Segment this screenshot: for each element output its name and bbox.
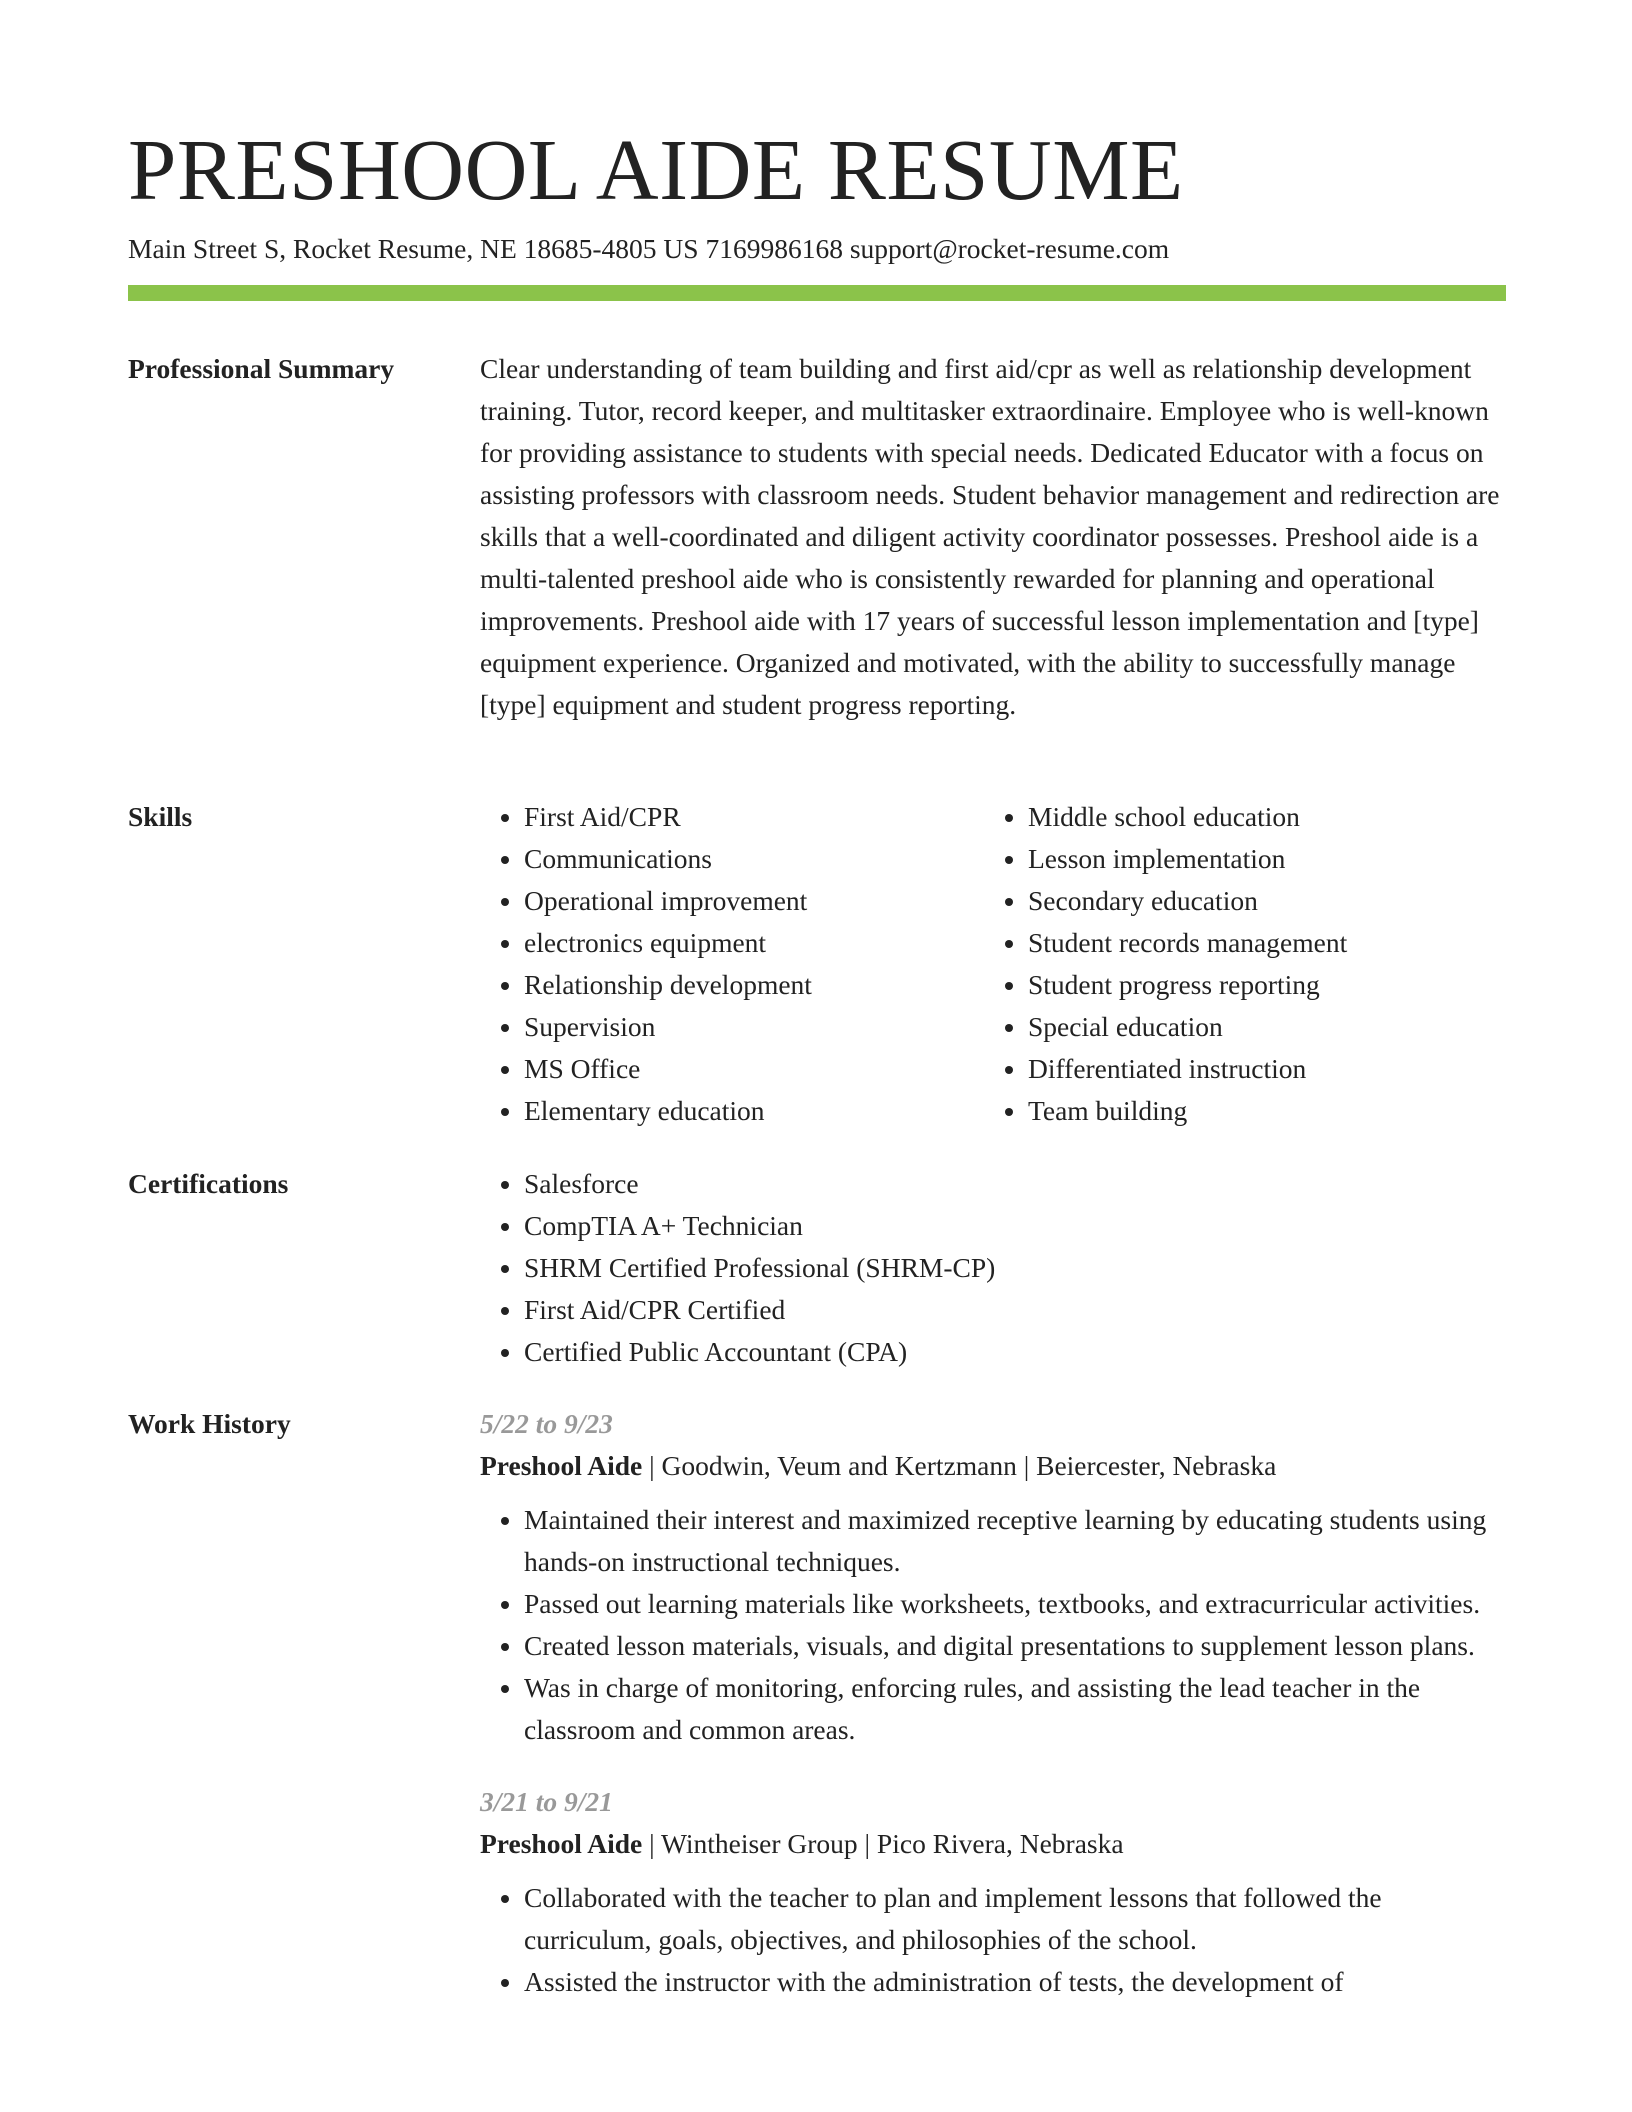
- skill-item: • First Aid/CPR: [524, 796, 984, 838]
- job-duty-item: • Assisted the instructor with the administration of tests, the development of: [524, 1961, 1506, 2003]
- summary-text: Clear understanding of team building and first aid/cpr as well as relationship development training. Tutor, record keeper, and multitasker extraordinaire. Employee who is well-known for providing assistance to students with special needs. Dedicated Educator with a focus on assisting professors with classroom needs. Student behavior management and redirection are skills that a well-coordinated and diligent activity coordinator possesses. Preshool aide is a multi-talented preshool aide who is consistently rewarded for planning and operational improvements. Preshool aide with 17 years of successful lesson implementation and [type] equipment experience. Organized and motivated, with the ability to successfully manage [type] equipment and student progress reporting.: [480, 353, 1500, 720]
- job-duty-item: • Maintained their interest and maximized receptive learning by educating students using hands-on instructional techniques.: [524, 1499, 1506, 1583]
- job-duty-item: • Created lesson materials, visuals, and digital presentations to supplement lesson plans.: [524, 1625, 1506, 1667]
- skill-item: • Special education: [1028, 1006, 1488, 1048]
- certifications-list: [480, 1163, 1506, 1373]
- certification-item: • SHRM Certified Professional (SHRM-CP): [524, 1247, 1506, 1289]
- skill-item: • Lesson implementation: [1028, 838, 1488, 880]
- accent-divider: [128, 285, 1506, 301]
- skill-item: • Secondary education: [1028, 880, 1488, 922]
- certification-item: • Certified Public Accountant (CPA): [524, 1331, 1506, 1373]
- skill-item: • Team building: [1028, 1090, 1488, 1132]
- summary-heading: Professional Summary: [128, 353, 395, 384]
- job-heading: [480, 1445, 1506, 1487]
- skill-item: • Elementary education: [524, 1090, 984, 1132]
- skill-item: • Communications: [524, 838, 984, 880]
- skill-item: • Middle school education: [1028, 796, 1488, 838]
- skill-item: • electronics equipment: [524, 922, 984, 964]
- skills-body: [480, 796, 1506, 1132]
- work-history-body: [480, 1403, 1506, 2033]
- job-title: Preshool Aide: [480, 1450, 643, 1481]
- summary-body: [480, 348, 1506, 726]
- certification-item: • CompTIA A+ Technician: [524, 1205, 1506, 1247]
- skill-item: • MS Office: [524, 1048, 984, 1090]
- job-duty-item: • Was in charge of monitoring, enforcing rules, and assisting the lead teacher in the classroom and common areas.: [524, 1667, 1506, 1751]
- job-dates: 3/21 to 9/21: [480, 1786, 613, 1817]
- certification-item: • First Aid/CPR Certified: [524, 1289, 1506, 1331]
- work-history-heading: Work History: [128, 1408, 291, 1439]
- job-heading: [480, 1823, 1506, 1865]
- skills-column-left: [480, 796, 984, 1132]
- skill-item: • Differentiated instruction: [1028, 1048, 1488, 1090]
- job-duty-item: • Passed out learning materials like worksheets, textbooks, and extracurricular activities.: [524, 1583, 1506, 1625]
- certifications-heading: Certifications: [128, 1168, 289, 1199]
- job-duty-item: • Collaborated with the teacher to plan and implement lessons that followed the curriculum, goals, objectives, and philosophies of the school.: [524, 1877, 1506, 1961]
- skill-item: • Supervision: [524, 1006, 984, 1048]
- skills-heading: Skills: [128, 801, 193, 832]
- contact-line: Main Street S, Rocket Resume, NE 18685-4805 US 7169986168 support@rocket-resume.com: [128, 233, 1170, 264]
- job-title: Preshool Aide: [480, 1828, 643, 1859]
- certifications-body: [480, 1163, 1506, 1373]
- skill-item: • Operational improvement: [524, 880, 984, 922]
- job-entry: [480, 1403, 1506, 1751]
- skill-item: • Student records management: [1028, 922, 1488, 964]
- skills-list-left: [480, 796, 984, 1132]
- certification-item: • Salesforce: [524, 1163, 1506, 1205]
- job-employer-location: | Goodwin, Veum and Kertzmann | Beiercester, Nebraska: [642, 1450, 1277, 1481]
- resume-title: PRESHOOL AIDE RESUME: [128, 121, 1184, 218]
- skill-item: • Student progress reporting: [1028, 964, 1488, 1006]
- skills-column-right: [984, 796, 1488, 1132]
- job-duties-list: [480, 1877, 1506, 2003]
- skills-list-right: [984, 796, 1488, 1132]
- skill-item: • Relationship development: [524, 964, 984, 1006]
- job-entry: [480, 1781, 1506, 2003]
- job-employer-location: | Wintheiser Group | Pico Rivera, Nebraska: [642, 1828, 1124, 1859]
- job-dates: 5/22 to 9/23: [480, 1408, 613, 1439]
- job-duties-list: [480, 1499, 1506, 1751]
